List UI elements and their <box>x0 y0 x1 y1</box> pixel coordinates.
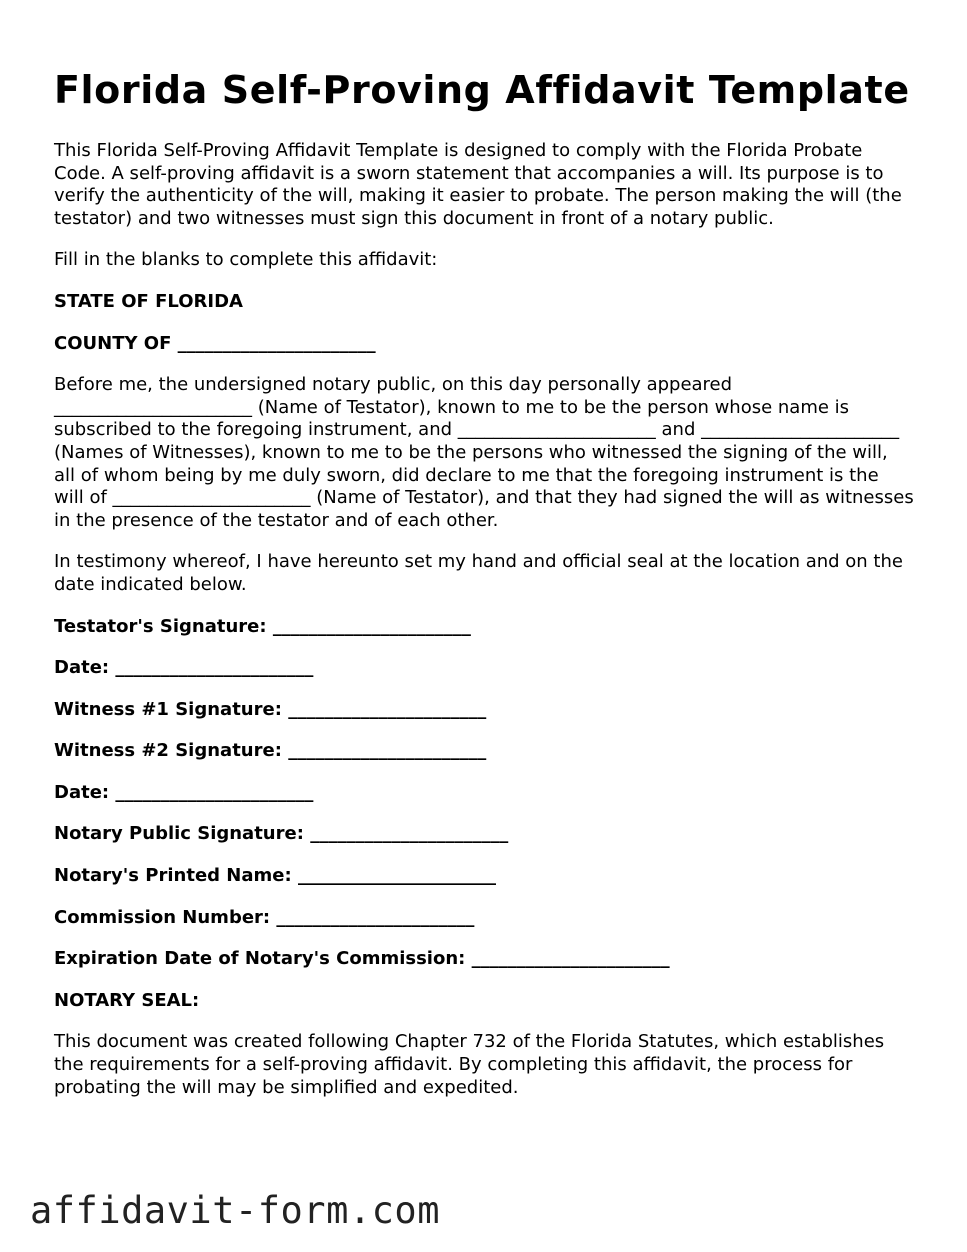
commission-number-line <box>54 907 914 930</box>
notary-signature-blank[interactable]: ______________________ <box>310 823 509 845</box>
intro-paragraph: This Florida Self-Proving Affidavit Template is designed to comply with the Florida Probate Code. A self-proving affidavit is a sworn statement that accompanies a will. Its purpose is to verify the authenticity of the will, making it easier to probate. The person making the will (the testator) and two witnesses must sign this document in front of a notary public. <box>54 140 902 229</box>
witness-name-blank-1[interactable]: ______________________ <box>457 419 656 441</box>
notary-seal-label: NOTARY SEAL: <box>54 989 200 1011</box>
witness1-signature-label: Witness #1 Signature: <box>54 698 282 720</box>
county-line <box>54 333 914 356</box>
body-text-part4: (Names of Witnesses), known to me to be the persons who witnessed the signing of the will, all of whom being by me duly sworn, did declare to me that the foregoing instrument is the will of <box>54 441 888 509</box>
expiration-date-line <box>54 948 914 971</box>
witness1-signature-blank[interactable]: ______________________ <box>288 698 487 720</box>
notary-printed-name-line <box>54 865 914 888</box>
date-line-2 <box>54 782 914 805</box>
date-blank-1[interactable]: ______________________ <box>115 657 314 679</box>
body-text-part1: Before me, the undersigned notary public, on this day personally appeared <box>54 374 733 396</box>
testator-signature-blank[interactable]: ______________________ <box>272 615 471 637</box>
witness2-signature-label: Witness #2 Signature: <box>54 740 282 762</box>
county-label: COUNTY OF <box>54 332 172 354</box>
witness-name-blank-2[interactable]: ______________________ <box>701 419 900 441</box>
witness2-signature-blank[interactable]: ______________________ <box>288 740 487 762</box>
testator-name-blank[interactable]: ______________________ <box>54 396 252 418</box>
document-page <box>54 62 914 1099</box>
expiration-date-label: Expiration Date of Notary's Commission: <box>54 948 466 970</box>
testator-signature-label: Testator's Signature: <box>54 615 267 637</box>
testator-name-blank-2[interactable]: ______________________ <box>112 487 311 509</box>
commission-number-label: Commission Number: <box>54 906 271 928</box>
date-label-1: Date: <box>54 657 110 679</box>
county-blank[interactable]: ______________________ <box>177 332 376 354</box>
expiration-date-blank[interactable]: ______________________ <box>471 948 670 970</box>
commission-number-blank[interactable]: ______________________ <box>276 906 475 928</box>
testator-signature-line <box>54 616 914 639</box>
testimony-paragraph: In testimony whereof, I have hereunto set my hand and official seal at the location and on the date indicated below. <box>54 551 903 595</box>
date-label-2: Date: <box>54 781 110 803</box>
body-text-part2: (Name of Testator), known to me to be the person whose name is subscribed to the foregoing instrument, and <box>54 396 850 441</box>
affidavit-body-paragraph <box>54 374 914 532</box>
body-text-part5: (Name of Testator), and that they had signed the will as witnesses in the presence of the testator and of each other. <box>54 487 914 531</box>
document-title: Florida Self-Proving Affidavit Template <box>54 68 910 112</box>
witness2-signature-line <box>54 740 914 763</box>
witness1-signature-line <box>54 699 914 722</box>
date-blank-2[interactable]: ______________________ <box>115 781 314 803</box>
notary-signature-label: Notary Public Signature: <box>54 823 304 845</box>
notary-printed-name-blank[interactable]: ______________________ <box>297 865 496 887</box>
notary-printed-name-label: Notary's Printed Name: <box>54 865 292 887</box>
notary-signature-line <box>54 823 914 846</box>
date-line-1 <box>54 657 914 680</box>
site-watermark: affidavit-form.com <box>30 1189 440 1232</box>
state-heading: STATE OF FLORIDA <box>54 290 243 312</box>
closing-paragraph: This document was created following Chapter 732 of the Florida Statutes, which establishes the requirements for a self-proving affidavit. By completing this affidavit, the process for probating the will may be simplified and expedited. <box>54 1031 885 1098</box>
instruction-text: Fill in the blanks to complete this affidavit: <box>54 249 438 271</box>
body-text-part3: and <box>661 419 696 441</box>
